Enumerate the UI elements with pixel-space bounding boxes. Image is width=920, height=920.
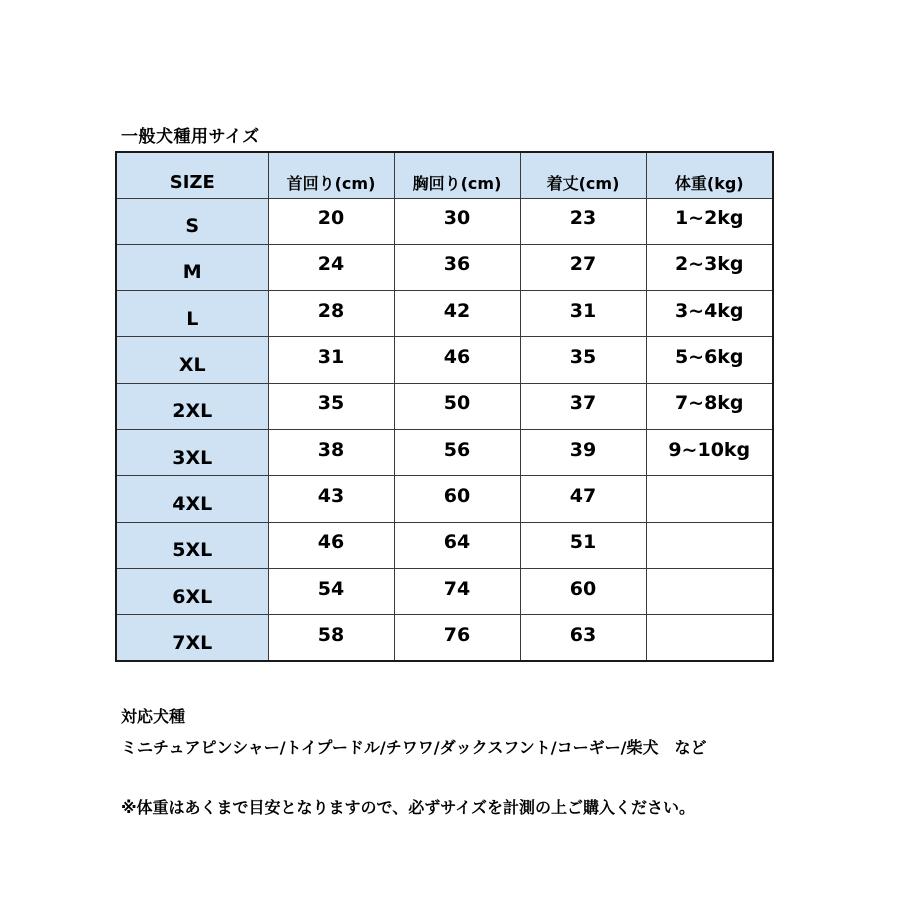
cell-neck: 31	[268, 337, 394, 383]
header-chest: 胸回り(cm)	[394, 152, 520, 198]
table-row	[116, 337, 773, 383]
cell-length: 51	[520, 522, 646, 568]
cell-length: 63	[520, 615, 646, 661]
cell-size: XL	[116, 337, 268, 383]
table-row	[116, 522, 773, 568]
cell-length: 35	[520, 337, 646, 383]
cell-weight: 2~3kg	[646, 244, 773, 290]
cell-chest: 50	[394, 383, 520, 429]
cell-neck: 43	[268, 476, 394, 522]
header-size: SIZE	[116, 152, 268, 198]
table-body	[116, 198, 773, 661]
table-row	[116, 476, 773, 522]
cell-size: S	[116, 198, 268, 244]
cell-chest: 74	[394, 568, 520, 614]
cell-length: 60	[520, 568, 646, 614]
table-row	[116, 244, 773, 290]
cell-length: 47	[520, 476, 646, 522]
cell-length: 27	[520, 244, 646, 290]
cell-chest: 60	[394, 476, 520, 522]
cell-neck: 28	[268, 291, 394, 337]
cell-size: M	[116, 244, 268, 290]
breeds-list: ミニチュアピンシャー/トイプードル/チワワ/ダックスフント/コーギー/柴犬 など	[121, 738, 707, 757]
table-row	[116, 383, 773, 429]
cell-weight: 3~4kg	[646, 291, 773, 337]
header-weight: 体重(kg)	[646, 152, 773, 198]
size-chart-table	[115, 151, 774, 662]
cell-chest: 30	[394, 198, 520, 244]
cell-neck: 38	[268, 429, 394, 475]
table-row	[116, 615, 773, 661]
cell-chest: 64	[394, 522, 520, 568]
cell-size: 5XL	[116, 522, 268, 568]
cell-weight: 1~2kg	[646, 198, 773, 244]
cell-chest: 36	[394, 244, 520, 290]
header-length: 着丈(cm)	[520, 152, 646, 198]
cell-weight	[646, 522, 773, 568]
cell-size: L	[116, 291, 268, 337]
cell-size: 4XL	[116, 476, 268, 522]
breeds-heading: 対応犬種	[121, 707, 186, 726]
table-title: 一般犬種用サイズ	[121, 127, 260, 147]
table-row	[116, 198, 773, 244]
cell-chest: 46	[394, 337, 520, 383]
cell-chest: 76	[394, 615, 520, 661]
table-row	[116, 291, 773, 337]
cell-neck: 20	[268, 198, 394, 244]
cell-neck: 24	[268, 244, 394, 290]
header-neck: 首回り(cm)	[268, 152, 394, 198]
cell-weight	[646, 615, 773, 661]
table-header-row	[116, 152, 773, 198]
cell-length: 39	[520, 429, 646, 475]
cell-size: 6XL	[116, 568, 268, 614]
cell-weight: 9~10kg	[646, 429, 773, 475]
cell-weight: 7~8kg	[646, 383, 773, 429]
cell-weight	[646, 568, 773, 614]
cell-length: 37	[520, 383, 646, 429]
cell-neck: 54	[268, 568, 394, 614]
cell-weight	[646, 476, 773, 522]
cell-size: 2XL	[116, 383, 268, 429]
weight-note: ※体重はあくまで目安となりますので、必ずサイズを計測の上ご購入ください。	[121, 798, 695, 817]
cell-size: 3XL	[116, 429, 268, 475]
cell-chest: 56	[394, 429, 520, 475]
cell-weight: 5~6kg	[646, 337, 773, 383]
table-row	[116, 429, 773, 475]
cell-size: 7XL	[116, 615, 268, 661]
cell-neck: 46	[268, 522, 394, 568]
table-row	[116, 568, 773, 614]
cell-length: 31	[520, 291, 646, 337]
cell-length: 23	[520, 198, 646, 244]
cell-chest: 42	[394, 291, 520, 337]
cell-neck: 58	[268, 615, 394, 661]
cell-neck: 35	[268, 383, 394, 429]
